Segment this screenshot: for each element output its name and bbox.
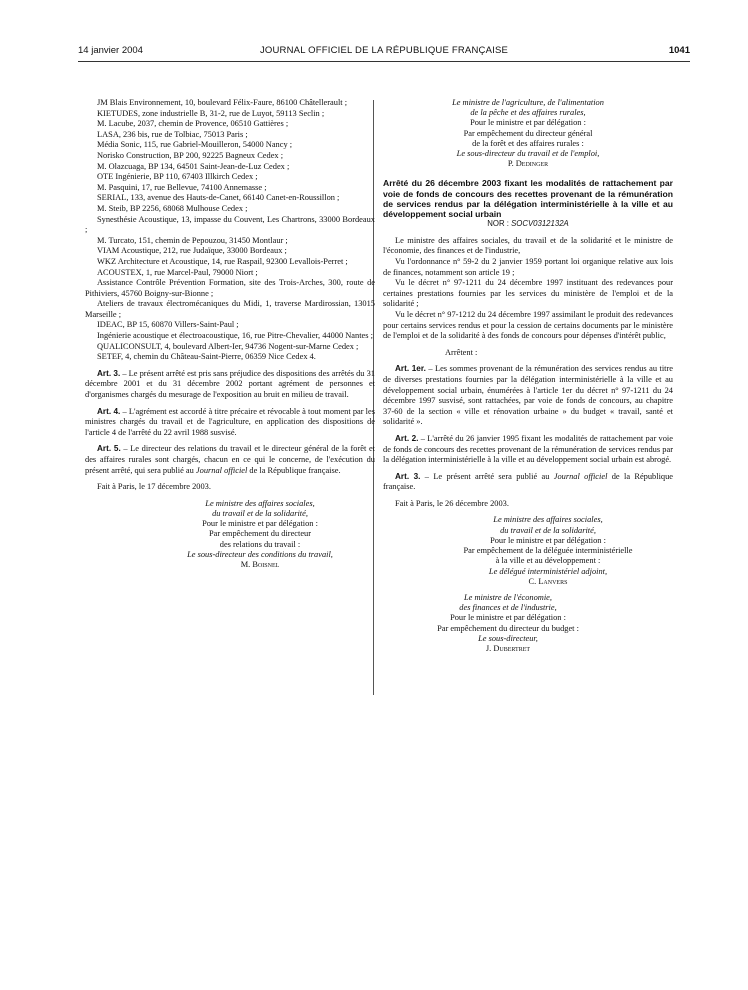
left-column xyxy=(85,98,375,570)
list-item: M. Steib, BP 2256, 68068 Mulhouse Cedex ; xyxy=(97,203,248,213)
right-column xyxy=(383,98,673,654)
organisation-list xyxy=(85,98,375,363)
article-3-right: Art. 3. – Le présent arrêté sera publié au Journal officiel de la République française. xyxy=(383,471,673,492)
list-item: IDEAC, BP 15, 60870 Villers-Saint-Paul ; xyxy=(97,320,239,330)
page-header xyxy=(78,45,690,59)
fait-right: Fait à Paris, le 26 décembre 2003. xyxy=(395,498,509,508)
signature-block-economie: Le ministre de l'économie, des finances et de l'industrie, Pour le ministre et par délégation : Par empêchement du directeur du budget : Le sous-directeur, J. Dubertret xyxy=(383,593,673,654)
list-item: QUALICONSULT, 4, boulevard Albert-Ier, 94736 Nogent-sur-Marne Cedex ; xyxy=(97,341,359,351)
signatory-name: P. Dedinger xyxy=(507,159,549,169)
list-item: M. Pasquini, 17, rue Bellevue, 74100 Annemasse ; xyxy=(97,182,267,192)
signatory-name: M. Boisnel xyxy=(240,560,280,569)
list-item: WKZ Architecture et Acoustique, 14, rue Raspail, 92300 Levallois-Perret ; xyxy=(97,256,348,266)
list-item: M. Lacube, 2037, chemin de Provence, 06510 Gattières ; xyxy=(97,119,289,129)
signatory-name: J. Dubertret xyxy=(485,643,531,653)
decree-title: Arrêté du 26 décembre 2003 fixant les modalités de rattachement par voie de fonds de concours des recettes provenant de la rémunération de services rendus par la délégation interministérielle à la ville et au développement social urbain xyxy=(383,178,673,220)
visa-ministers: Le ministre des affaires sociales, du travail et de la solidarité et le ministre de l'économie, des finances et de l'industrie, xyxy=(383,235,673,256)
list-item: SETEF, 4, chemin du Château-Saint-Pierre, 06359 Nice Cedex 4. xyxy=(97,352,316,362)
list-item: VIAM Acoustique, 212, rue Judaïque, 33000 Bordeaux ; xyxy=(97,246,287,256)
fait-left: Fait à Paris, le 17 décembre 2003. xyxy=(97,482,211,492)
list-item: OTE Ingénierie, BP 110, 67403 Illkirch Cedex ; xyxy=(97,172,258,182)
header-rule xyxy=(78,61,690,62)
signature-block-agriculture: Le ministre de l'agriculture, de l'alimentation de la pêche et des affaires rurales, Pour le ministre et par délégation : Par empêchement du directeur général de la forêt et des affaires rurales : Le sous-directeur du travail et de l'emploi, P. Dedinger xyxy=(383,98,673,169)
header-date: 14 janvier 2004 xyxy=(78,45,143,56)
page-number: 1041 xyxy=(668,45,690,56)
list-item: Ingénierie acoustique et électroacoustique, 16, rue Pitre-Chevalier, 44000 Nantes ; xyxy=(97,331,373,341)
list-item: Synesthésie Acoustique, 13, impasse du Couvent, Les Chartrons, 33000 Bordeaux ; xyxy=(85,214,375,235)
visa-decret-1211: Vu le décret n° 97-1211 du 24 décembre 1997 instituant des redevances pour certaines prestations fournies par les services du ministère de l'emploi et de la solidarité ; xyxy=(383,278,673,309)
list-item: Assistance Contrôle Prévention Formation, site des Trois-Arches, 300, route de Pithiviers, 45760 Boigny-sur-Bionne ; xyxy=(85,278,375,298)
nor-reference: NOR : SOCV0312132A xyxy=(487,219,569,229)
article-4-left: Art. 4. – L'agrément est accordé à titre précaire et révocable à tout moment par les ministres chargés du travail et de l'agriculture, en application des dispositions de l'article 4 de l'arrêté du 22 avril 1988 susvisé. xyxy=(85,406,375,437)
visa-ordonnance: Vu l'ordonnance n° 59-2 du 2 janvier 1959 portant loi organique relative aux lois de finances, notamment son article 19 ; xyxy=(383,257,673,277)
signature-block-left: Le ministre des affaires sociales, du travail et de la solidarité, Pour le ministre et par délégation : Par empêchement du directeur des relations du travail : Le sous-directeur des conditions du travail, M. Boisnel xyxy=(85,499,375,570)
list-item: Norisko Construction, BP 200, 92225 Bagneux Cedex ; xyxy=(97,150,284,160)
article-3-left: Art. 3. – Le présent arrêté est pris sans préjudice des dispositions des arrêtés du 31 décembre 2001 et du 31 décembre 2002 portant agrément de personnes et d'organismes chargés du mesurage de l'exposition au bruit en milieu de travail. xyxy=(85,368,375,400)
article-5-left: Art. 5. – Le directeur des relations du travail et le directeur général de la forêt et des affaires rurales sont chargés, chacun en ce qui le concerne, de l'exécution du présent arrêté, qui sera publié au Journal officiel de la République française. xyxy=(85,444,375,475)
list-item: Média Sonic, 115, rue Gabriel-Mouilleron, 54000 Nancy ; xyxy=(97,140,293,150)
signature-block-affaires-sociales: Le ministre des affaires sociales, du travail et de la solidarité, Pour le ministre et par délégation : Par empêchement de la déléguée interministérielle à la ville et au développement : Le délégué interministériel adjoint, C. Lanvers xyxy=(383,515,673,586)
visa-decret-1212: Vu le décret n° 97-1212 du 24 décembre 1997 assimilant le produit des redevances pour certains services rendus et pour la cession de certains documents par le ministère de l'emploi et de la solidarité à des fonds de concours pour dépenses d'intérêt public, xyxy=(383,309,673,341)
header-title: JOURNAL OFFICIEL DE LA RÉPUBLIQUE FRANÇAISE xyxy=(259,45,509,56)
list-item: JM Blais Environnement, 10, boulevard Félix-Faure, 86100 Châtellerault ; xyxy=(97,98,348,107)
article-1-right: Art. 1er. – Les sommes provenant de la rémunération des services rendus au titre de diverses prestations fournies par la délégation interministérielle à la ville et au développement social urbain, énumérées à l'article 1er du décret n° 97-1211 du 24 décembre 1997 susvisé, sont rattachées, par voie de fonds de concours, au chapitre 37-60 de la section « ville et rénovation urbaine » du budget « travail, santé et solidarité ». xyxy=(383,364,673,427)
list-item: M. Turcato, 151, chemin de Pepouzou, 31450 Montlaur ; xyxy=(97,235,288,245)
list-item: KIETUDES, zone industrielle B, 31-2, rue de Luyot, 59113 Seclin ; xyxy=(97,108,325,118)
arretent: Arrêtent : xyxy=(445,347,478,357)
list-item: SERIAL, 133, avenue des Hauts-de-Canet, 66140 Canet-en-Roussillon ; xyxy=(97,193,340,203)
article-2-right: Art. 2. – L'arrêté du 26 janvier 1995 fixant les modalités de rattachement par voie de fonds de concours des recettes provenant de la rémunération de services rendus par la délégation interministérielle à la ville et au développement social urbain est abrogé. xyxy=(383,433,673,465)
list-item: LASA, 236 bis, rue de Tolbiac, 75013 Paris ; xyxy=(97,129,248,139)
signatory-name: C. Lanvers xyxy=(528,576,568,586)
list-item: ACOUSTEX, 1, rue Marcel-Paul, 79000 Niort ; xyxy=(97,267,258,277)
list-item: Ateliers de travaux électromécaniques du Midi, 1, traverse Mardirossian, 13015 Marseille ; xyxy=(85,299,375,319)
list-item: M. Olazcuaga, BP 134, 64501 Saint-Jean-de-Luz Cedex ; xyxy=(97,161,290,171)
